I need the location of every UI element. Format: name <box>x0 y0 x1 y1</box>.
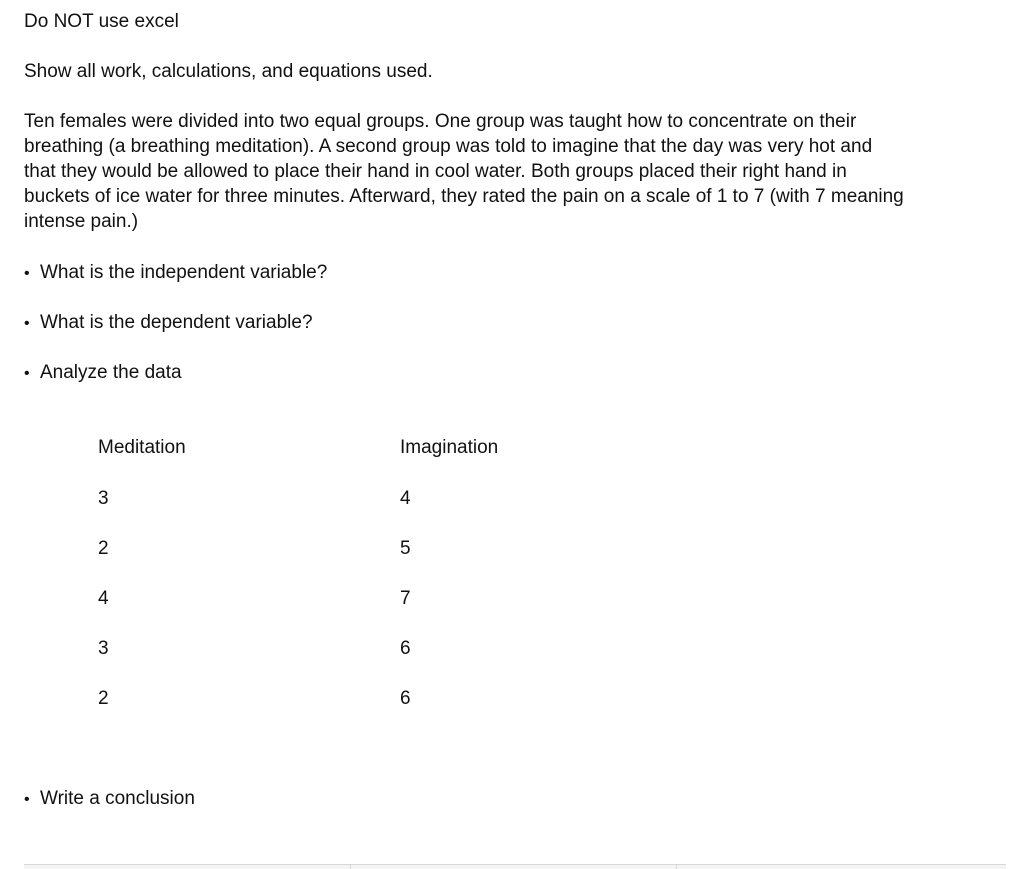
table-cell-imagination: 6 <box>400 688 411 709</box>
paragraph-line: that they would be allowed to place their hand in cool water. Both groups placed their right hand in <box>24 161 847 182</box>
bullet-icon: • <box>24 315 30 332</box>
bullet-icon: • <box>24 265 30 282</box>
paragraph-line: buckets of ice water for three minutes. Afterward, they rated the pain on a scale of 1 to 7 (with 7 meaning <box>24 186 904 207</box>
paragraph-line: breathing (a breathing meditation). A second group was told to imagine that the day was very hot and <box>24 136 873 157</box>
table-cell-imagination: 6 <box>400 638 411 659</box>
question-text: What is the independent variable? <box>40 262 328 283</box>
table-cell-meditation: 3 <box>98 638 109 659</box>
table-cell-meditation: 2 <box>98 688 109 709</box>
table-cell-meditation: 3 <box>98 488 109 509</box>
table-cell-imagination: 5 <box>400 538 411 559</box>
table-header-imagination: Imagination <box>400 437 499 458</box>
bottom-divider <box>24 864 1006 869</box>
divider-tick <box>676 865 677 869</box>
question-text: Write a conclusion <box>40 788 195 809</box>
table-cell-meditation: 2 <box>98 538 109 559</box>
table-cell-imagination: 4 <box>400 488 411 509</box>
divider-tick <box>350 865 351 869</box>
problem-paragraph <box>24 109 1009 234</box>
instruction-line: Show all work, calculations, and equations used. <box>24 61 433 82</box>
paragraph-line: intense pain.) <box>24 211 139 232</box>
question-text: Analyze the data <box>40 362 182 383</box>
table-cell-imagination: 7 <box>400 588 411 609</box>
paragraph-line: Ten females were divided into two equal groups. One group was taught how to concentrate on their <box>24 111 857 132</box>
bullet-icon: • <box>24 365 30 382</box>
table-header-meditation: Meditation <box>98 437 186 458</box>
heading-line: Do NOT use excel <box>24 11 179 32</box>
question-independent-variable <box>24 260 327 286</box>
question-dependent-variable <box>24 310 313 336</box>
question-text: What is the dependent variable? <box>40 312 313 333</box>
question-analyze-data <box>24 360 182 386</box>
bullet-icon: • <box>24 791 30 808</box>
question-write-conclusion <box>24 786 195 812</box>
table-cell-meditation: 4 <box>98 588 109 609</box>
